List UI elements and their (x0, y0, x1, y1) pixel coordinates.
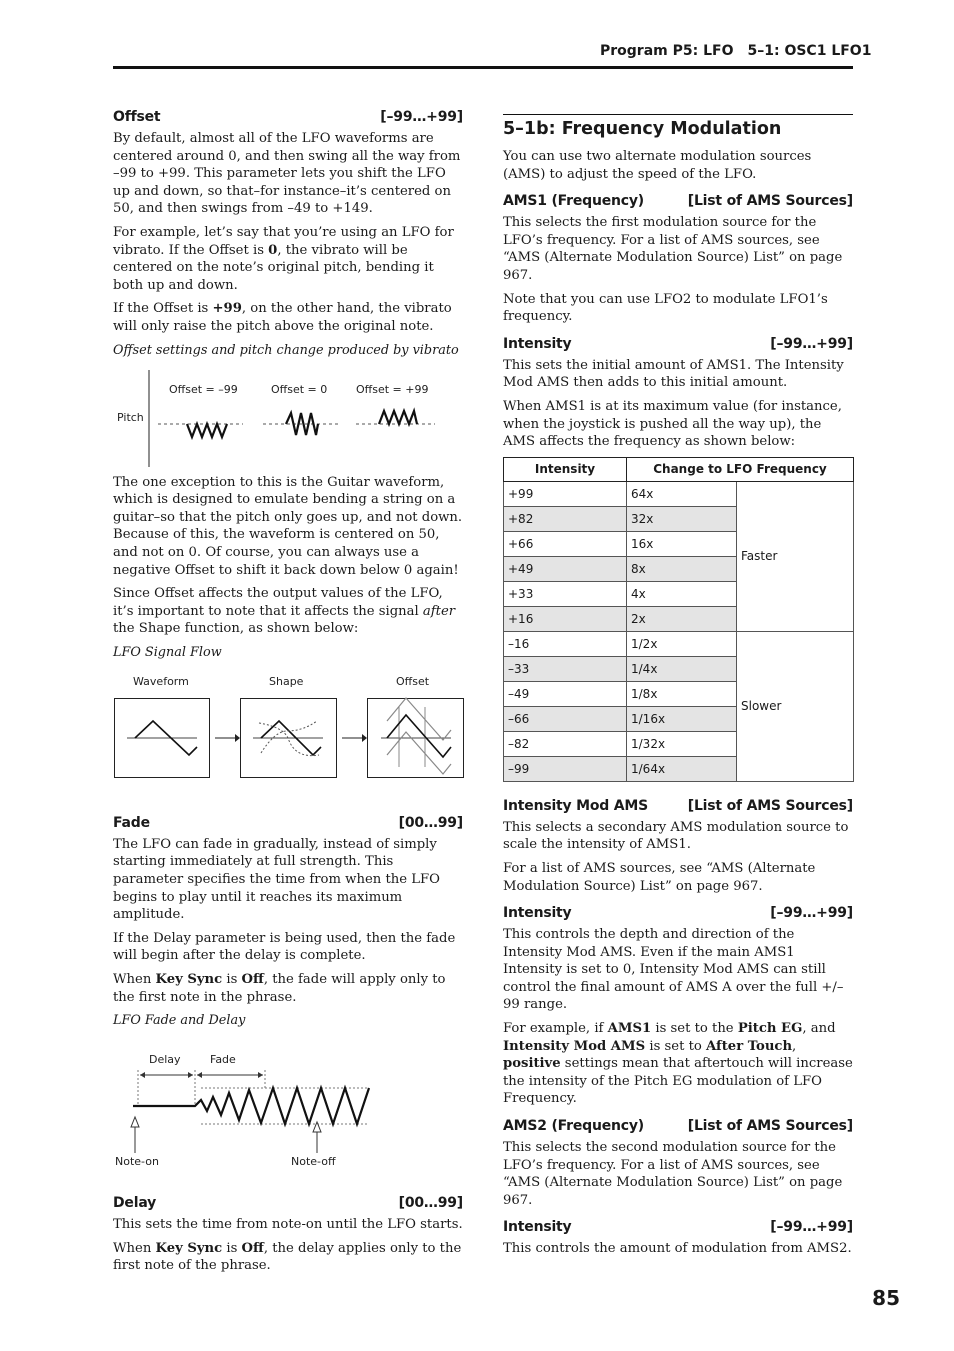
frequency-cell: 1/8x (627, 681, 737, 706)
param-heading-intensity: Intensity [–99…+99] (503, 1219, 853, 1236)
header-section: 5–1: OSC1 LFO1 (747, 43, 872, 59)
section-title: 5–1b: Frequency Modulation (503, 114, 853, 139)
header-rule (113, 66, 853, 69)
svg-text:Fade: Fade (210, 1053, 236, 1067)
frequency-cell: 1/2x (627, 631, 737, 656)
intensity-cell: +16 (504, 606, 627, 631)
intensity-cell: –99 (504, 756, 627, 781)
svg-text:Offset: Offset (396, 674, 430, 688)
svg-text:Shape: Shape (269, 674, 304, 688)
paragraph: When AMS1 is at its maximum value (for instance, when the joystick is pushed all the way up), the AMS affects the frequency as shown below: (503, 398, 842, 450)
param-heading-fade: Fade [00…99] (113, 814, 463, 831)
param-heading-intensity-mod-ams: Intensity Mod AMS [List of AMS Sources] (503, 797, 853, 814)
frequency-cell: 1/16x (627, 706, 737, 731)
paragraph: This controls the depth and direction of the Intensity Mod AMS. Even if the main AMS1 Intensity is set to 0, Intensity Mod AMS can still control the final amount of AMS A over the full +/–99 range. (503, 927, 844, 1013)
paragraph: You can use two alternate modulation sources (AMS) to adjust the speed of the LFO. (503, 149, 812, 182)
paragraph: When Key Sync is Off, the delay applies only to the first note of the phrase. (113, 1240, 462, 1274)
fade-delay-figure (113, 1035, 463, 1185)
paragraph: This selects the second modulation source for the LFO’s frequency. For a list of AMS sources, see “AMS (Alternate Modulation Source) List” on page 967. (503, 1140, 843, 1208)
paragraph: The one exception to this is the Guitar waveform, which is designed to emulate bending a string on a guitar–so that the pitch only goes up, and not down. Because of this, the waveform is centered on 50, and not on 0. Of course, you can always use a negative Offset to shift it back down below 0 again! (113, 474, 463, 578)
intensity-cell: +49 (504, 556, 627, 581)
paragraph: This sets the time from note-on until the LFO starts. (113, 1217, 463, 1233)
intensity-cell: +82 (504, 506, 627, 531)
paragraph: This controls the amount of modulation from AMS2. (503, 1241, 852, 1257)
svg-text:Note-off: Note-off (291, 1155, 336, 1169)
param-heading-intensity: Intensity [–99…+99] (503, 905, 853, 922)
table-row (504, 631, 854, 656)
param-heading-ams1: AMS1 (Frequency) [List of AMS Sources] (503, 193, 853, 210)
header-program: Program P5: LFO (600, 43, 734, 59)
intensity-cell: –49 (504, 681, 627, 706)
paragraph: This selects a secondary AMS modulation source to scale the intensity of AMS1. (503, 819, 849, 853)
paragraph: If the Delay parameter is being used, then the fade will begin after the delay is complete. (113, 930, 456, 964)
offset-vibrato-figure (113, 365, 463, 470)
paragraph: For example, let’s say that you’re using an LFO for vibrato. If the Offset is 0, the vibrato will be centered on the note’s original pitch, bending it both up and down. (113, 224, 454, 293)
svg-text:Offset = 0: Offset = 0 (271, 382, 328, 396)
left-column (113, 109, 463, 1281)
svg-text:Note-on: Note-on (115, 1155, 159, 1169)
svg-text:Pitch: Pitch (117, 410, 144, 424)
intensity-cell: –33 (504, 656, 627, 681)
param-heading-offset: Offset [–99…+99] (113, 109, 463, 125)
frequency-cell: 1/32x (627, 731, 737, 756)
frequency-cell: 1/64x (627, 756, 737, 781)
table-header: Intensity (504, 457, 627, 481)
page-number: 85 (872, 1286, 900, 1310)
frequency-cell: 64x (627, 481, 737, 506)
paragraph: By default, almost all of the LFO waveforms are centered around 0, and then swing all the way from –99 to +99. This parameter lets you shift the LFO up and down, so that–for instance–it’s centered on 50, and then swings from –49 to +149. (113, 131, 461, 217)
frequency-cell: 2x (627, 606, 737, 631)
intensity-cell: –66 (504, 706, 627, 731)
svg-text:Delay: Delay (149, 1053, 181, 1067)
paragraph: The LFO can fade in gradually, instead of simply starting immediately at full strength. This parameter specifies the time from when the LFO begins to play until it reaches its maximum amplitude. (113, 836, 440, 923)
table-header: Change to LFO Frequency (627, 457, 854, 481)
param-heading-ams2: AMS2 (Frequency) [List of AMS Sources] (503, 1118, 853, 1135)
frequency-cell: 16x (627, 531, 737, 556)
faster-group-cell: Faster (737, 481, 854, 631)
svg-text:Waveform: Waveform (133, 674, 189, 688)
frequency-change-table (503, 457, 854, 782)
slower-group-cell: Slower (737, 631, 854, 781)
intensity-cell: +99 (504, 481, 627, 506)
paragraph: For example, if AMS1 is set to the Pitch EG, and Intensity Mod AMS is set to After Touch, positive settings mean that aftertouch will increase the intensity of the Pitch EG modulation of LFO Frequency. (503, 1021, 853, 1107)
right-column (503, 114, 853, 1264)
paragraph: This sets the initial amount of AMS1. The Intensity Mod AMS then adds to this initial amount. (503, 357, 844, 391)
frequency-cell: 8x (627, 556, 737, 581)
paragraph: For a list of AMS sources, see “AMS (Alternate Modulation Source) List” on page 967. (503, 860, 816, 894)
paragraph: When Key Sync is Off, the fade will apply only to the first note in the phrase. (113, 972, 446, 1005)
intensity-cell: +33 (504, 581, 627, 606)
paragraph: Note that you can use LFO2 to modulate LFO1’s frequency. (503, 291, 828, 325)
intensity-cell: –82 (504, 731, 627, 756)
param-heading-delay: Delay [00…99] (113, 1195, 463, 1212)
paragraph: If the Offset is +99, on the other hand, the vibrato will only raise the pitch above the original note. (113, 301, 452, 334)
intensity-cell: –16 (504, 631, 627, 656)
svg-text:Offset = +99: Offset = +99 (356, 382, 429, 396)
running-header (600, 43, 872, 59)
figure-caption: Offset settings and pitch change produced by vibrato (113, 342, 459, 358)
param-heading-intensity: Intensity [–99…+99] (503, 335, 853, 352)
paragraph: Since Offset affects the output values of the LFO, it’s important to note that it affects the signal after the Shape function, as shown below: (113, 586, 456, 637)
figure-caption: LFO Fade and Delay (113, 1013, 246, 1029)
paragraph: This selects the first modulation source for the LFO’s frequency. For a list of AMS sources, see “AMS (Alternate Modulation Source) List” on page 967. (503, 215, 843, 283)
lfo-signal-flow-figure (113, 667, 465, 797)
frequency-cell: 4x (627, 581, 737, 606)
table-row (504, 481, 854, 506)
frequency-cell: 1/4x (627, 656, 737, 681)
frequency-cell: 32x (627, 506, 737, 531)
figure-caption: LFO Signal Flow (113, 644, 222, 660)
svg-text:Offset = –99: Offset = –99 (169, 382, 238, 396)
intensity-cell: +66 (504, 531, 627, 556)
